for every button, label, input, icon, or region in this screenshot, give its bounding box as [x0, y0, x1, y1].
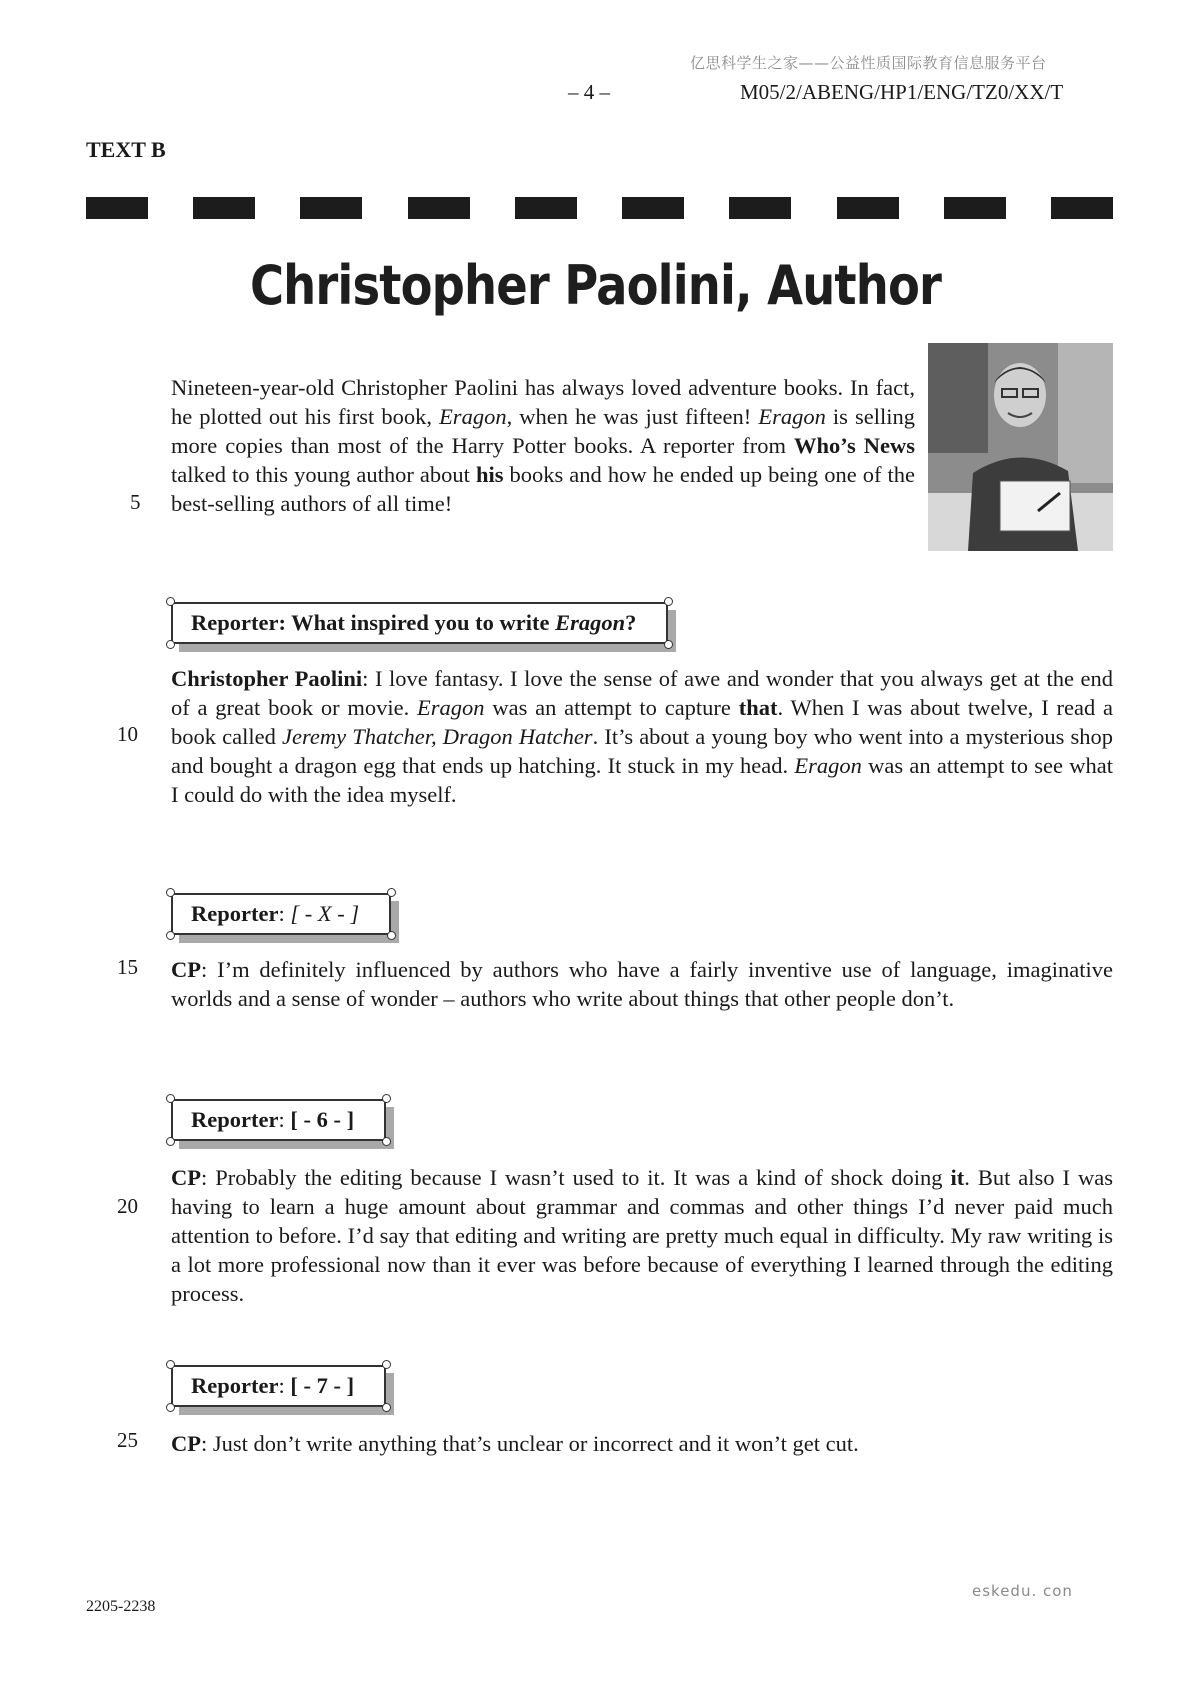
- page-number: – 4 –: [568, 80, 610, 104]
- book-title: Eragon: [417, 695, 485, 720]
- divider-dash: [300, 197, 362, 219]
- text-run: : Just don’t write anything that’s unclear or incorrect and it won’t get cut.: [201, 1431, 859, 1456]
- speaker-name: CP: [171, 957, 201, 982]
- corner-ornament: [166, 1360, 175, 1369]
- text-run: : I love fantasy. I love the sense of awe and wonder that you always get at the end of a great book or movie.: [171, 666, 1113, 720]
- corner-ornament: [382, 1094, 391, 1103]
- question-box-4: [171, 1365, 386, 1407]
- dashed-divider: [86, 197, 1113, 219]
- divider-dash: [944, 197, 1006, 219]
- answer-paragraph-1: [171, 664, 1113, 809]
- speaker-name: CP: [171, 1431, 201, 1456]
- text-run: . But also I was having to learn a huge amount about grammar and commas and other things I’d never paid much attention to before. I’d say that editing and writing are pretty much equal in difficulty. My raw writing is a lot more professional now than it ever was before because of everything I learned through the editing process.: [171, 1165, 1113, 1306]
- gap-marker: [ - X - ]: [290, 901, 360, 926]
- question-label: [171, 893, 391, 935]
- magazine-name: Who’s News: [794, 433, 915, 458]
- book-title: Eragon: [555, 610, 626, 635]
- corner-ornament: [166, 1094, 175, 1103]
- answer-paragraph-2: [171, 955, 1113, 1013]
- gap-marker: [ - 7 - ]: [290, 1373, 355, 1398]
- reporter-label: Reporter: [191, 1107, 279, 1132]
- book-title: Eragon: [758, 404, 826, 429]
- answer-paragraph-4: [171, 1429, 1113, 1458]
- corner-ornament: [166, 1137, 175, 1146]
- text-run: . It’s about a young boy who went into a mysterious shop and bought a dragon egg that ends up hatching. It stuck in my head.: [171, 724, 1114, 778]
- text-run: :: [278, 901, 291, 926]
- divider-dash: [837, 197, 899, 219]
- divider-dash: [515, 197, 577, 219]
- text-run: . When I was about twelve, I read a book called: [171, 695, 1113, 749]
- divider-dash: [1051, 197, 1113, 219]
- speaker-name: CP: [171, 1165, 201, 1190]
- text-run: Nineteen-year-old Christopher Paolini has always loved adventure books. In fact, he plotted out his first book,: [171, 375, 915, 429]
- answer-paragraph-3: [171, 1163, 1113, 1308]
- line-number: 15: [117, 955, 138, 979]
- divider-dash: [86, 197, 148, 219]
- text-run: is selling more copies than most of the Harry Potter books. A reporter from: [171, 404, 915, 458]
- text-run: :: [278, 1107, 291, 1132]
- gap-marker: [ - 6 - ]: [290, 1107, 355, 1132]
- corner-ornament: [166, 640, 175, 649]
- line-number: 25: [117, 1428, 138, 1452]
- emphasis: that: [738, 695, 778, 720]
- exam-code: M05/2/ABENG/HP1/ENG/TZ0/XX/T: [740, 80, 1064, 104]
- question-box-1: [171, 602, 668, 644]
- corner-ornament: [166, 888, 175, 897]
- divider-dash: [729, 197, 791, 219]
- footer-code: 2205-2238: [86, 1598, 156, 1615]
- question-label: [171, 1365, 386, 1407]
- corner-ornament: [166, 931, 175, 940]
- author-photo: [928, 343, 1113, 551]
- reporter-label: Reporter: [191, 1373, 279, 1398]
- corner-ornament: [664, 597, 673, 606]
- divider-dash: [193, 197, 255, 219]
- text-run: , when he was just fifteen!: [506, 404, 759, 429]
- question-mark: ?: [625, 610, 637, 635]
- book-title: Jeremy Thatcher, Dragon Hatcher: [281, 724, 593, 749]
- line-number: 5: [130, 490, 141, 514]
- book-title: Eragon: [439, 404, 507, 429]
- intro-paragraph: [171, 373, 915, 518]
- text-run: was an attempt to capture: [484, 695, 739, 720]
- divider-dash: [408, 197, 470, 219]
- line-number: 10: [117, 722, 138, 746]
- text-run: was an attempt to see what I could do with the idea myself.: [171, 753, 1113, 807]
- book-title: Eragon: [794, 753, 862, 778]
- speaker-name: Christopher Paolini: [171, 666, 363, 691]
- reporter-label: Reporter: [191, 901, 279, 926]
- emphasis: his: [475, 462, 504, 487]
- article-title: Christopher Paolini, Author: [249, 254, 942, 317]
- corner-ornament: [382, 1360, 391, 1369]
- corner-ornament: [387, 888, 396, 897]
- corner-ornament: [382, 1137, 391, 1146]
- divider-dash: [622, 197, 684, 219]
- corner-ornament: [166, 1403, 175, 1412]
- text-run: talked to this young author about: [171, 462, 476, 487]
- line-number: 20: [117, 1194, 138, 1218]
- question-label: [171, 602, 668, 644]
- author-photo-icon: [928, 343, 1113, 551]
- question-label: [171, 1099, 386, 1141]
- question-box-2: [171, 893, 391, 935]
- corner-ornament: [166, 597, 175, 606]
- corner-ornament: [382, 1403, 391, 1412]
- text-run: books and how he ended up being one of the best-selling authors of all time!: [171, 462, 915, 516]
- footer-site: eskedu. con: [972, 1582, 1073, 1600]
- text-run: :: [278, 1373, 291, 1398]
- question-text: Reporter: What inspired you to write: [191, 610, 556, 635]
- emphasis: it: [950, 1165, 965, 1190]
- text-run: : Probably the editing because I wasn’t used to it. It was a kind of shock doing: [201, 1165, 951, 1190]
- watermark-top: 亿思科学生之家——公益性质国际教育信息服务平台: [690, 54, 1047, 72]
- text-run: : I’m definitely influenced by authors who have a fairly inventive use of language, imaginative worlds and a sense of wonder – authors who write about things that other people don’t.: [171, 957, 1113, 1011]
- section-label: TEXT B: [86, 137, 166, 162]
- question-box-3: [171, 1099, 386, 1141]
